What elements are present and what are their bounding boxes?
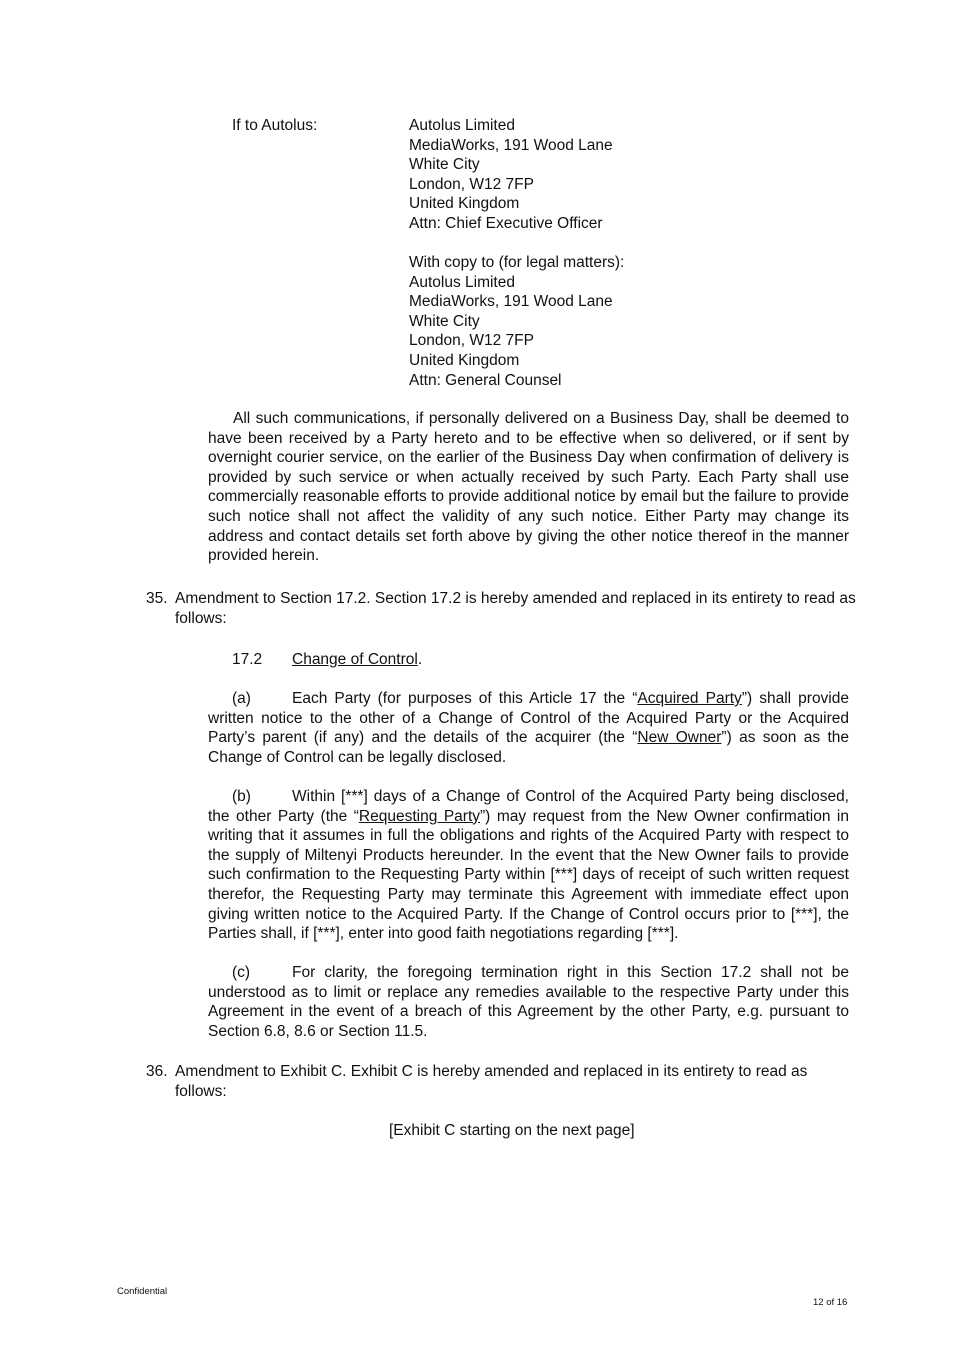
address-line: London, W12 7FP xyxy=(409,175,534,193)
clause-a-text-pre: Each Party (for purposes of this Article 17 the “ xyxy=(292,690,638,707)
copy-address-line: MediaWorks, 191 Wood Lane xyxy=(409,293,613,311)
clause-b-text-pre: Within [***] days of a Change of Control of the Acquired Party being disclosed, the other Party (the “ xyxy=(208,788,849,825)
section-35-heading xyxy=(175,589,856,628)
clause-a-text-mid: ”) shall provide written notice to the other of a Change of Control of the Acquired Party or the Acquired Party’s parent (if any) and the details of the acquirer (the “ xyxy=(208,690,849,747)
clause-b-label: (b) xyxy=(232,788,251,805)
clause-a xyxy=(208,689,849,767)
section-36-heading xyxy=(175,1062,849,1101)
section-35-number: 35. xyxy=(146,590,168,607)
title-period: . xyxy=(417,651,423,668)
copy-address-line: Autolus Limited xyxy=(409,273,515,291)
section-36-number: 36. xyxy=(146,1063,168,1080)
autolus-address-block xyxy=(409,116,613,234)
address-line: White City xyxy=(409,156,480,174)
copy-address-line: United Kingdom xyxy=(409,351,520,369)
clause-b xyxy=(208,787,849,944)
acquired-party-term: Acquired Party xyxy=(637,690,742,707)
address-line: MediaWorks, 191 Wood Lane xyxy=(409,136,613,154)
copy-heading: With copy to (for legal matters): xyxy=(409,254,625,271)
section-35-text: Amendment to Section 17.2. Section 17.2 is hereby amended and replaced in its entirety to read as xyxy=(175,590,856,607)
clause-c-text: For clarity, the foregoing termination right in this Section 17.2 shall not be understood as to limit or replace any remedies available to the respective Party under this Agreement in the event of a breach of this Agreement by the other Party, e.g. pursuant to Section 6.8, 8.6 or Section 11.5. xyxy=(208,964,849,1040)
if-to-autolus-label: If to Autolus: xyxy=(232,117,318,134)
confidential-label: Confidential xyxy=(117,1286,168,1297)
copy-address-line: London, W12 7FP xyxy=(409,332,534,350)
section-36-text: Amendment to Exhibit C. Exhibit C is hereby amended and replaced in its entirety to read as xyxy=(175,1063,808,1080)
clause-a-text-post: ”) as soon as the Change of Control can be legally disclosed. xyxy=(208,729,850,766)
clause-c xyxy=(208,963,849,1041)
communications-paragraph: All such communications, if personally delivered on a Business Day, shall be deemed to have been received by a Party hereto and to be effective when so delivered, or if sent by overnight courier service, on the earlier of the Business Day when confirmation of delivery is provided by such service or when actually received by such Party. Each Party shall use commercially reasonable efforts to provide additional notice by email but the failure to provide such notice shall not affect the validity of any such notice. Either Party may change its address and contact details set forth above by giving the other notice thereof in the manner provided herein. xyxy=(208,410,849,565)
page-number: 12 of 16 xyxy=(813,1297,848,1308)
clause-b-text-post: ”) may request from the New Owner confirmation in writing that it assumes in full the obligations and rights of the Acquired Party with respect to the supply of Miltenyi Products hereunder. In the event that the New Owner fails to provide such confirmation to the Requesting Party within [***] days of receipt of such written request therefor, the Requesting Party may terminate this Agreement with immediate effect upon giving written notice to the Acquired Party. If the Change of Control occurs prior to [***], the Parties shall, if [***], enter into good faith negotiations regarding [***]. xyxy=(208,807,849,943)
copy-address-line: White City xyxy=(409,312,480,330)
requesting-party-term: Requesting Party xyxy=(358,807,481,825)
address-line: Attn: Chief Executive Officer xyxy=(409,214,603,232)
subsection-17-2-number: 17.2 xyxy=(232,651,263,668)
section-36-text-cont: follows: xyxy=(175,1082,227,1100)
address-line: United Kingdom xyxy=(409,195,520,213)
subsection-17-2-title xyxy=(292,650,422,670)
clause-c-label: (c) xyxy=(232,964,251,981)
copy-address-block xyxy=(409,253,624,390)
clause-a-label: (a) xyxy=(232,690,251,707)
exhibit-c-note: [Exhibit C starting on the next page] xyxy=(389,1122,635,1139)
new-owner-term: New Owner xyxy=(637,729,722,747)
copy-address-line: Attn: General Counsel xyxy=(409,371,562,389)
section-35-text-cont: follows: xyxy=(175,609,227,627)
change-of-control-title: Change of Control xyxy=(292,651,418,668)
address-line: Autolus Limited xyxy=(409,117,515,134)
